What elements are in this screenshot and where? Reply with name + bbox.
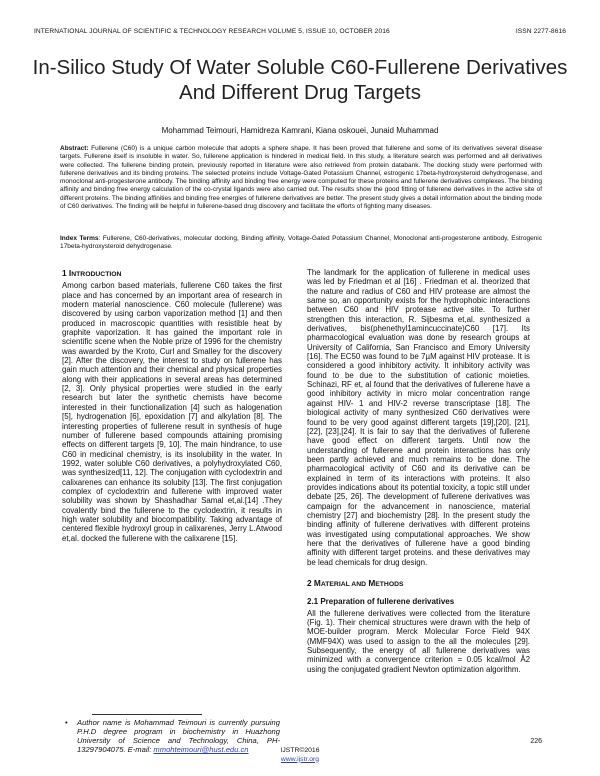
journal-name: INTERNATIONAL JOURNAL OF SCIENTIFIC & TECHNOLOGY RESEARCH VOLUME 5, ISSUE 10, OCTOBER 2016 xyxy=(34,28,390,35)
right-column xyxy=(307,268,530,674)
index-terms-label: Index Terms xyxy=(60,235,99,242)
introduction-paragraph-1: Among carbon based materials, fullerene C60 takes the first place and has concerned by an important area of research in modern material nanoscience. C60 molecule (fullerene) was discovered by using carbon vaporization method [1] and then produced in macroscopic quantities with resistible heat by graphite vaporization. It has gained the important role in scientific scene when the Noble prize of 1996 for the chemistry was awarded by the Kroto, Curl and Smalley for the discovery [2]. After the discovery, the interest to study on fullerene has gain much attention and their chemical and physical properties along with their applications in several areas has determined [2, 3]. Only physical properties were studied in the early research but later the synthetic chemists have become interested in their functionalization [4] such as halogenation [5], hydrogenation [6], epoxidation [7] and alkylation [8]. The interesting properties of fullerene result in synthesis of huge number of fullerene based compounds attaining promising effects on different targets [9, 10]. The main hindrance, to use C60 in medicinal chemistry, is its insolubility in the water. In 1992, water soluble C60 derivatives, a polyhydroxylated C60, was synthesized[11, 12]. The conjugation with cyclodextrin and calixarenes can enhance its solubity [13]. The first conjugation complex of cyclodextrin and fullerene with improved water solubility was shown by Shashadhar Samal et,al.[14] .They covalently bind the fullerene to the cyclodextrin, it results in high water solubility and biocompatibility. Taking advantage of centered flexible hydroxyl group in calixarenes, Jerry L.Atwood et,al. docked the fullerene with the calixarene [15]. xyxy=(62,281,282,543)
section-heading-introduction: 1 INTRODUCTION xyxy=(62,268,122,278)
abstract-label: Abstract: xyxy=(60,145,89,152)
author-list: Mohammad Teimouri, Hamidreza Kamrani, Kiana oskouei, Junaid Muhammad xyxy=(161,126,439,135)
section-heading-methods: 2 MATERIAL AND METHODS xyxy=(307,578,404,588)
footnote-divider xyxy=(92,714,202,715)
author-email-link[interactable]: mmohteimouri@hust.edu.cn xyxy=(153,745,249,754)
bullet-icon: • xyxy=(65,718,68,727)
index-terms-text: : Fullerene, C60-derivatives, molecular docking, Binding affinity, Voltage-Gated Potassium Channel, Monoclonal anti-progesterone antibody, Estrogenic 17beta-hydroxysteroid dehydrogenase. xyxy=(60,235,543,251)
page-number: 226 xyxy=(530,738,542,745)
issn: ISSN 2277-8616 xyxy=(515,28,566,35)
index-terms xyxy=(60,235,542,252)
copyright-code: IJSTR©2016 xyxy=(280,747,320,754)
subsection-heading: 2.1 Preparation of fullerene derivatives xyxy=(307,597,455,607)
journal-url-link[interactable]: www.ijstr.org xyxy=(280,755,320,763)
abstract-text: Fullerene (C60) is a unique carbon molecule that adopts a sphere shape. It has been proved that fullerene and some of its derivatives several disease targets. Fullerene itself is insoluble in water. So, fullerene application is hindered in medical field. In this study, a literature search was performed and all derivatives were collected. The fullerene binding protein, previously reported in literature were also retrieved from protein databank. The docking study were performed with fullerene derivatives and its binding proteins. The selected proteins include Voltage-Gated Potassium Channel, estrogenic 17beta-hydroxysteroid dehydrogenase, and monoclonal anti-progesterone antibody. The binding affinity and binding free energy were computed for these proteins and fullerene derivatives complexes. The binding affinity and binding free energy calculation of the co-crystal ligands were also carried out. The results show the good fitting of fullerene derivatives in the active site of different proteins. The binding affinities and binding free energies of fullerene derivatives are better. The present study gives a detail information about the binding mode of C60 derivatives. The finding will be helpful in fullerene-based drug discovery and facilitate the efforts of fighting many diseases. xyxy=(60,145,542,211)
page-footer xyxy=(0,747,600,764)
footnote-text: Author name is Mohammad Teimouri is currently pursuing P.H.D degree program in biochemistry in Huazhong University of Science and Technology, China, PH-13297904075. E-mail: xyxy=(77,718,280,754)
introduction-paragraph-2: The landmark for the application of fullerene in medical uses was led by Friedman et al [16] . Friedman et al. theorized that the nature and radius of C60 and HIV protease are almost the same so, an opportunity exists for the hydrophobic interactions between C60 and HIV protease active site. To further strengthen this interaction, R. Sijbesma et,al. synthesized a derivatives, bis(phenethyl1amincuccinate)C60 [17]. Its pharmacological evaluation was done by research groups at University of California, San Francisco and Emory University [16]. The EC50 was found to be 7µM against HIV protease. It is considered a good inhibitory activity. It inhibitory activity was found to be due to the substitution of cationic moieties. Schinazi, RF et, al found that the derivatives of fullerene have a good inhibitory activity in micro molar concentration range against HIV- 1 and HIV-2 reverse transcriptase [18]. The biological activity of many synthesized C60 derivatives were found to be very good against different targets [19],[20], [21], [22], [23],[24]. It is fair to say that the derivatives of fullerene have good effect on different targets. Until now the understanding of fullerene and protein interactions has only been partly achieved and much remains to be done. The pharmacological activity of C60 and its derivative can be explained in term of its interactions with proteins. It also provides indications about its potential toxicity, a topic still under debate [25, 26]. The development of fullerene derivatives was campaign for the advancement in nanoscience, material chemistry [27] and biochemistry [28]. In the present study the binding affinity of fullerene derivatives with different proteins was investigated using computational approaches. We show here that the derivatives of fullerene have a good binding affinity with different target proteins. and these derivatives may be lead chemicals for drug design. xyxy=(307,268,530,567)
methods-paragraph-1: All the fullerene derivatives were collected from the literature (Fig. 1). Their chemical structures were drawn with the help of MOE-builder program. Merck Molecular Force Field 94X (MMF94X) was used to assign to the all the molecules [29]. Subsequently, the energy of all fullerene derivatives was minimized with a convergence criterion = 0.05 kcal/mol Å2 using the conjugated gradient Newton optimization algorithm. xyxy=(307,608,530,674)
paper-title: In-Silico Study Of Water Soluble C60-Fullerene Derivatives And Different Drug Targets xyxy=(32,56,568,104)
left-column xyxy=(62,269,282,543)
abstract xyxy=(60,145,542,211)
